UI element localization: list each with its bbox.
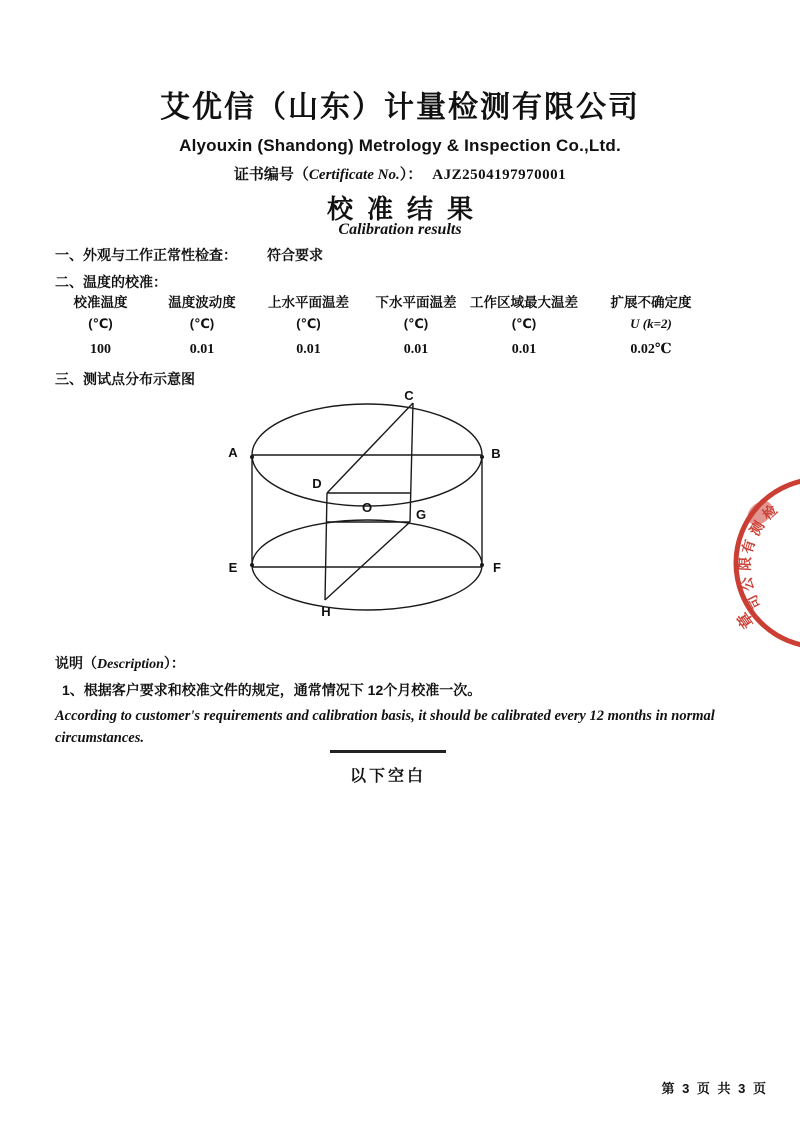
point-dot: [250, 563, 254, 567]
section1-value: 符合要求: [267, 247, 323, 263]
seal-char: 司: [743, 592, 764, 613]
diagonal-d-c: [327, 403, 413, 493]
seal-char: 限: [736, 556, 754, 572]
description-label-cn: 说明（: [55, 655, 97, 671]
end-divider-line: [330, 750, 446, 753]
column-value: 0.01: [403, 342, 429, 357]
column-header: 扩展不确定度: [610, 295, 692, 310]
point-dot: [480, 563, 484, 567]
column-header: 下水平面温差: [375, 295, 457, 310]
certificate-number-line: [0, 163, 800, 184]
cert-label-en: Certificate No.: [308, 167, 400, 183]
cylinder-diagram-svg: [195, 388, 515, 626]
table-column: [362, 292, 470, 361]
section-temperature-calibration: 二、温度的校准：: [55, 274, 167, 290]
column-unit: (℃): [88, 316, 113, 331]
table-column: [578, 292, 724, 361]
seal-char: 检: [759, 501, 781, 523]
table-column: [255, 292, 362, 361]
result-title-en: Calibration results: [338, 221, 462, 238]
test-point-distribution-diagram: [195, 388, 515, 626]
description-label-close: ）：: [163, 655, 185, 671]
vertical-d-h: [325, 493, 327, 600]
seal-char: 公: [737, 575, 757, 593]
description-item-1: 1、根据客户要求和校准文件的规定，通常情况下 12个月校准一次。: [62, 682, 482, 698]
blank-below-label: 以下空白: [349, 768, 426, 785]
cylinder-bottom-ellipse: [252, 520, 482, 610]
table-column: [52, 292, 149, 361]
point-label-d: D: [312, 476, 322, 491]
description-title: [55, 653, 185, 673]
column-unit: (℃): [511, 316, 537, 331]
result-title-cn: 校准结果: [326, 194, 487, 224]
column-unit: (℃): [296, 316, 321, 331]
page-number: 第 3 页 共 3 页: [661, 1081, 768, 1096]
column-unit: U (k=2): [630, 316, 672, 331]
seal-char: 测: [746, 518, 768, 539]
description-label-en: Description: [97, 657, 164, 672]
company-name-en: Alyouxin (Shandong) Metrology & Inspection Co.,Ltd.: [179, 136, 621, 155]
column-header: 上水平面温差: [268, 295, 349, 310]
company-name-cn: 艾优信（山东）计量检测有限公司: [160, 91, 640, 124]
point-label-b: B: [491, 446, 501, 461]
vertical-c-g: [410, 403, 413, 522]
diagonal-g-h: [325, 522, 410, 600]
section-appearance-check: [55, 245, 323, 265]
calibration-results-table: [52, 292, 724, 361]
point-label-f: F: [493, 560, 501, 575]
point-label-g: G: [415, 507, 427, 522]
seal-char-zhang: 章: [734, 608, 758, 632]
column-unit: (℃): [403, 316, 429, 331]
certificate-number: AJZ2504197970001: [432, 167, 567, 183]
column-unit: (℃): [189, 316, 215, 331]
seal-char: 有: [738, 537, 758, 556]
table-column: [470, 292, 578, 361]
description-item-1-en: According to customer's requirements and calibration basis, it should be calibrated every 12 months in normal circumstances.: [55, 708, 715, 746]
column-value: 0.01: [296, 342, 321, 357]
point-label-o: O: [361, 500, 373, 515]
table-column: [149, 292, 255, 361]
column-value: 0.02℃: [630, 342, 672, 357]
cert-label-cn: 证书编号（: [233, 166, 309, 183]
column-header: 校准温度: [73, 295, 128, 310]
section-test-point-diagram: 三、测试点分布示意图: [55, 371, 195, 387]
column-header: 工作区域最大温差: [470, 295, 578, 310]
point-dot: [250, 455, 254, 459]
column-value: 0.01: [189, 342, 215, 357]
section1-label: 一、外观与工作正常性检查：: [55, 247, 237, 263]
column-value: 0.01: [511, 342, 537, 357]
cert-label-close: ）：: [399, 166, 423, 183]
column-value: 100: [90, 342, 111, 357]
point-dot: [480, 455, 484, 459]
point-label-a: A: [228, 445, 238, 460]
point-label-c: C: [404, 388, 414, 403]
point-label-h: H: [321, 604, 331, 619]
point-label-e: E: [228, 560, 238, 575]
column-header: 温度波动度: [168, 295, 236, 310]
company-seal-stamp: [698, 455, 800, 670]
